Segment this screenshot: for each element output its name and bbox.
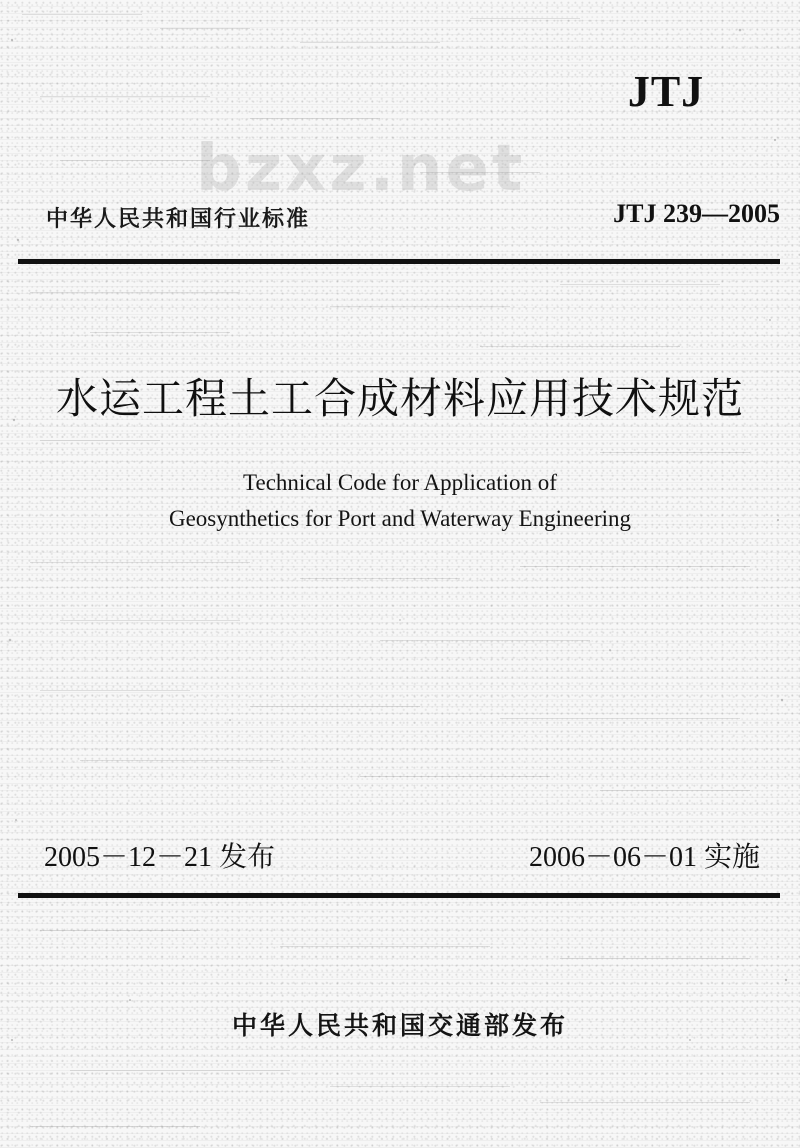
issue-date: 2005－12－21 发布 xyxy=(44,842,276,873)
jtj-logo: JTJ xyxy=(627,67,705,116)
effective-date: 2006－06－01 实施 xyxy=(528,842,760,873)
publisher-line: 中华人民共和国交通部发布 xyxy=(231,1011,568,1040)
document-title-english-line-1: Technical Code for Application of xyxy=(243,470,557,495)
top-divider-rule xyxy=(18,259,780,264)
document-title-english-line-2: Geosynthetics for Port and Waterway Engineering xyxy=(168,506,632,531)
document-title-chinese: 水运工程土工合成材料应用技术规范 xyxy=(55,374,744,423)
standard-category-label: 中华人民共和国行业标准 xyxy=(46,207,311,232)
standard-number: JTJ 239—2005 xyxy=(613,199,780,228)
watermark-text: bzxz.net xyxy=(196,132,526,206)
bottom-divider-rule xyxy=(18,893,780,898)
